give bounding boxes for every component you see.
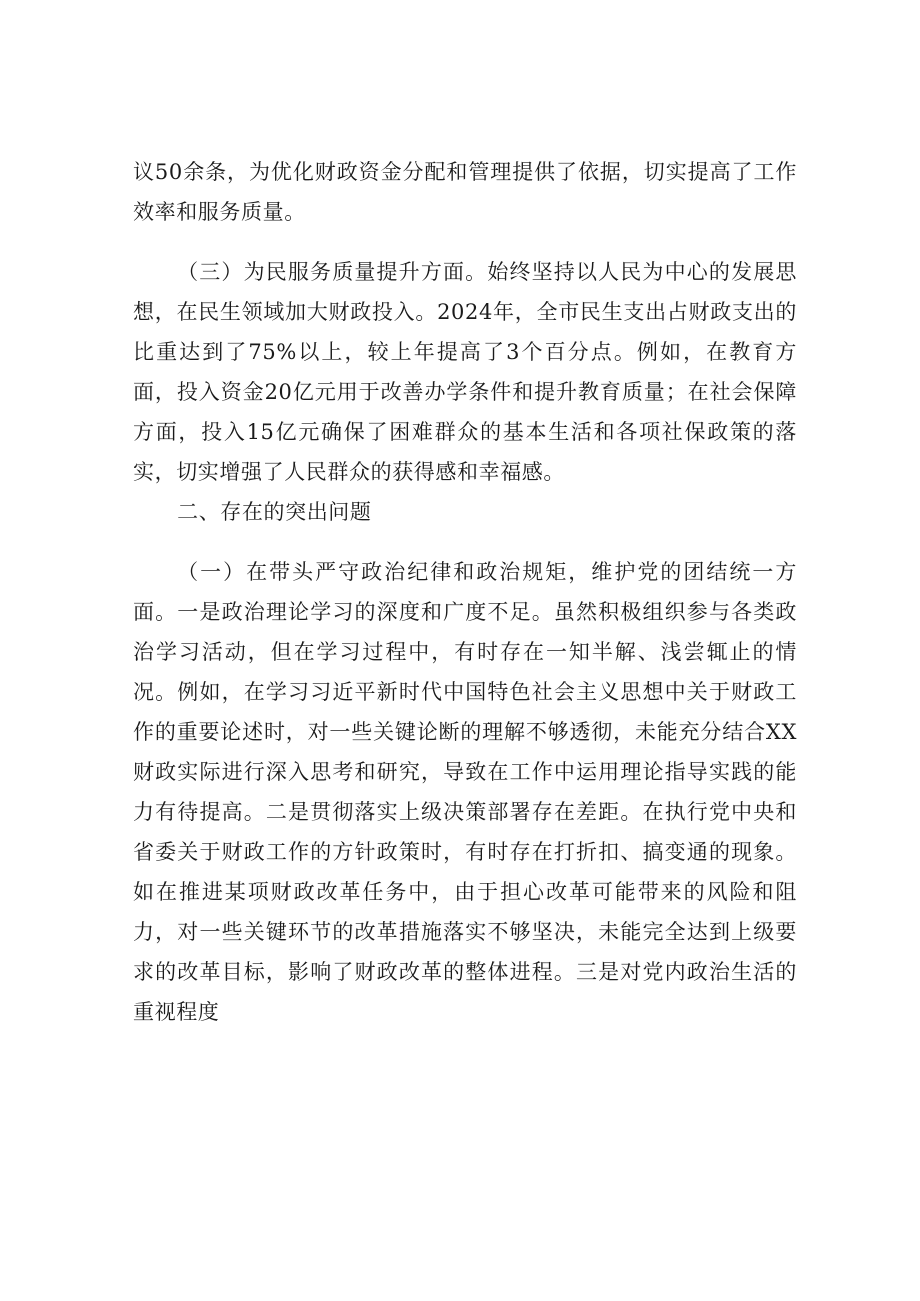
section-heading-problems: 二、存在的突出问题 <box>177 500 372 524</box>
paragraph-section-three: （三）为民服务质量提升方面。始终坚持以人民为中心的发展思想，在民生领域加大财政投入。2024年，全市民生支出占财政支出的比重达到了75%以上，较上年提高了3个百分点。例如，在教育方面，投入资金20亿元用于改善办学条件和提升教育质量；在社会保障方面，投入15亿元确保了困难群众的基本生活和各项社保政策的落实，切实增强了人民群众的获得感和幸福感。 <box>133 260 797 484</box>
paragraph-continuation: 议50余条，为优化财政资金分配和管理提供了依据，切实提高了工作效率和服务质量。 <box>133 160 797 224</box>
document-body <box>133 152 797 1032</box>
paragraph-section-one: （一）在带头严守政治纪律和政治规矩，维护党的团结统一方面。一是政治理论学习的深度和广度不足。虽然积极组织参与各类政治学习活动，但在学习过程中，有时存在一知半解、浅尝辄止的情况。例如，在学习习近平新时代中国特色社会主义思想中关于财政工作的重要论述时，对一些关键论断的理解不够透彻，未能充分结合XX财政实际进行深入思考和研究，导致在工作中运用理论指导实践的能力有待提高。二是贯彻落实上级决策部署存在差距。在执行党中央和省委关于财政工作的方针政策时，有时存在打折扣、搞变通的现象。如在推进某项财政改革任务中，由于担心改革可能带来的风险和阻力，对一些关键环节的改革措施落实不够坚决，未能完全达到上级要求的改革目标，影响了财政改革的整体进程。三是对党内政治生活的重视程度 <box>133 560 797 1024</box>
